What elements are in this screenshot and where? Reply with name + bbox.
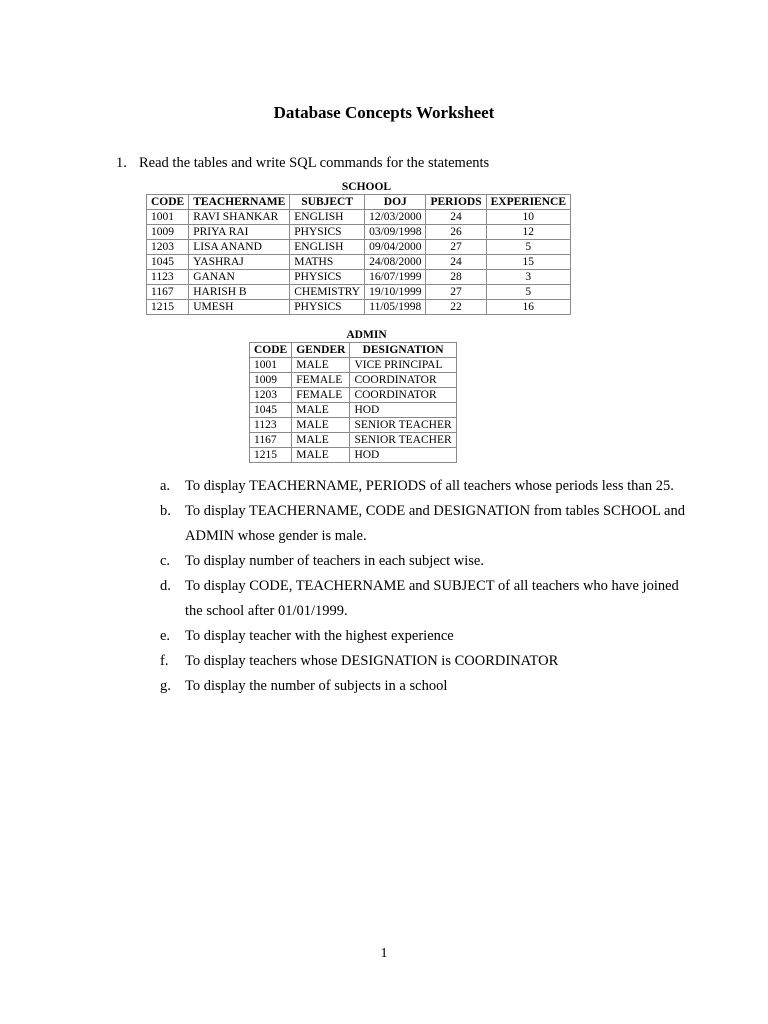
table-cell: 16/07/1999 (365, 270, 426, 285)
statement-item (160, 474, 700, 499)
table-cell: 1215 (147, 300, 189, 315)
table-cell: 1045 (250, 403, 292, 418)
column-header: PERIODS (426, 195, 486, 210)
admin-table-header-row (250, 343, 457, 358)
table-cell: RAVI SHANKAR (189, 210, 290, 225)
column-header: DOJ (365, 195, 426, 210)
table-cell: 1167 (147, 285, 189, 300)
table-cell: ENGLISH (290, 240, 365, 255)
statement-text: To display teacher with the highest experience (185, 628, 454, 644)
admin-table (249, 342, 457, 463)
table-cell: 1123 (250, 418, 292, 433)
table-row (147, 270, 571, 285)
table-cell: 5 (486, 285, 570, 300)
table-row (147, 240, 571, 255)
table-cell: HOD (350, 448, 456, 463)
table-row (250, 388, 457, 403)
table-cell: 09/04/2000 (365, 240, 426, 255)
table-row (250, 403, 457, 418)
table-cell: 3 (486, 270, 570, 285)
table-cell: UMESH (189, 300, 290, 315)
table-cell: MATHS (290, 255, 365, 270)
statement-text: To display number of teachers in each subject wise. (185, 553, 484, 569)
column-header: EXPERIENCE (486, 195, 570, 210)
table-cell: HOD (350, 403, 456, 418)
column-header: CODE (147, 195, 189, 210)
school-table (146, 194, 571, 315)
table-cell: MALE (292, 433, 350, 448)
worksheet-title: Database Concepts Worksheet (273, 103, 495, 122)
statement-item (160, 624, 700, 649)
table-cell: MALE (292, 448, 350, 463)
table-row (147, 300, 571, 315)
table-cell: 1001 (250, 358, 292, 373)
table-cell: 12 (486, 225, 570, 240)
table-cell: 1123 (147, 270, 189, 285)
statement-letter: g. (160, 678, 171, 694)
statement-text: To display the number of subjects in a school (185, 678, 448, 694)
question-text: Read the tables and write SQL commands for the statements (139, 155, 490, 171)
table-cell: YASHRAJ (189, 255, 290, 270)
table-cell: 1203 (147, 240, 189, 255)
table-cell: 22 (426, 300, 486, 315)
table-cell: MALE (292, 418, 350, 433)
column-header: SUBJECT (290, 195, 365, 210)
table-cell: 16 (486, 300, 570, 315)
table-cell: 1001 (147, 210, 189, 225)
table-cell: 1167 (250, 433, 292, 448)
table-cell: MALE (292, 358, 350, 373)
table-cell: MALE (292, 403, 350, 418)
table-row (147, 225, 571, 240)
statement-letter: b. (160, 503, 171, 519)
statement-item (160, 649, 700, 674)
table-cell: 12/03/2000 (365, 210, 426, 225)
statement-letter: a. (160, 478, 171, 494)
table-cell: GANAN (189, 270, 290, 285)
table-cell: FEMALE (292, 388, 350, 403)
statement-letter: c. (160, 553, 171, 569)
table-row (250, 418, 457, 433)
table-cell: ENGLISH (290, 210, 365, 225)
table-cell: 1215 (250, 448, 292, 463)
table-row (147, 255, 571, 270)
table-cell: 11/05/1998 (365, 300, 426, 315)
table-cell: VICE PRINCIPAL (350, 358, 456, 373)
table-row (147, 210, 571, 225)
table-row (250, 433, 457, 448)
table-cell: COORDINATOR (350, 373, 456, 388)
table-cell: 24 (426, 210, 486, 225)
table-cell: PHYSICS (290, 300, 365, 315)
table-cell: SENIOR TEACHER (350, 418, 456, 433)
table-cell: 5 (486, 240, 570, 255)
column-header: TEACHERNAME (189, 195, 290, 210)
table-cell: 1045 (147, 255, 189, 270)
statement-letter: f. (160, 653, 169, 669)
question-number: 1. (116, 155, 127, 171)
statement-text: To display TEACHERNAME, PERIODS of all teachers whose periods less than 25. (185, 478, 674, 494)
table-row (250, 358, 457, 373)
table-cell: 24 (426, 255, 486, 270)
table-row (250, 448, 457, 463)
table-cell: COORDINATOR (350, 388, 456, 403)
table-cell: PHYSICS (290, 270, 365, 285)
table-cell: FEMALE (292, 373, 350, 388)
page-number: 1 (380, 946, 388, 961)
table-cell: LISA ANAND (189, 240, 290, 255)
table-cell: 1009 (250, 373, 292, 388)
table-cell: 27 (426, 240, 486, 255)
table-cell: PRIYA RAI (189, 225, 290, 240)
table-cell: 03/09/1998 (365, 225, 426, 240)
column-header: DESIGNATION (350, 343, 456, 358)
statement-item (160, 574, 700, 624)
admin-table-body (250, 358, 457, 463)
table-cell: 1203 (250, 388, 292, 403)
statement-item (160, 549, 700, 574)
table-cell: 28 (426, 270, 486, 285)
statement-list (160, 474, 700, 699)
school-table-caption: SCHOOL (341, 181, 392, 193)
table-cell: 1009 (147, 225, 189, 240)
column-header: CODE (250, 343, 292, 358)
table-row (250, 373, 457, 388)
statement-letter: e. (160, 628, 171, 644)
statement-text: To display CODE, TEACHERNAME and SUBJECT of all teachers who have joined the school after 01/01/1999. (185, 578, 679, 619)
statement-item (160, 499, 700, 549)
table-cell: SENIOR TEACHER (350, 433, 456, 448)
school-table-body (147, 210, 571, 315)
table-cell: 19/10/1999 (365, 285, 426, 300)
table-cell: 24/08/2000 (365, 255, 426, 270)
table-cell: PHYSICS (290, 225, 365, 240)
table-row (147, 285, 571, 300)
table-cell: 10 (486, 210, 570, 225)
table-cell: HARISH B (189, 285, 290, 300)
column-header: GENDER (292, 343, 350, 358)
statement-text: To display teachers whose DESIGNATION is COORDINATOR (185, 653, 559, 669)
statement-letter: d. (160, 578, 171, 594)
table-cell: 26 (426, 225, 486, 240)
admin-table-caption: ADMIN (346, 329, 387, 341)
table-cell: CHEMISTRY (290, 285, 365, 300)
table-cell: 15 (486, 255, 570, 270)
table-cell: 27 (426, 285, 486, 300)
statement-text: To display TEACHERNAME, CODE and DESIGNATION from tables SCHOOL and ADMIN whose gender is male. (185, 503, 685, 544)
school-table-header-row (147, 195, 571, 210)
statement-item (160, 674, 700, 699)
